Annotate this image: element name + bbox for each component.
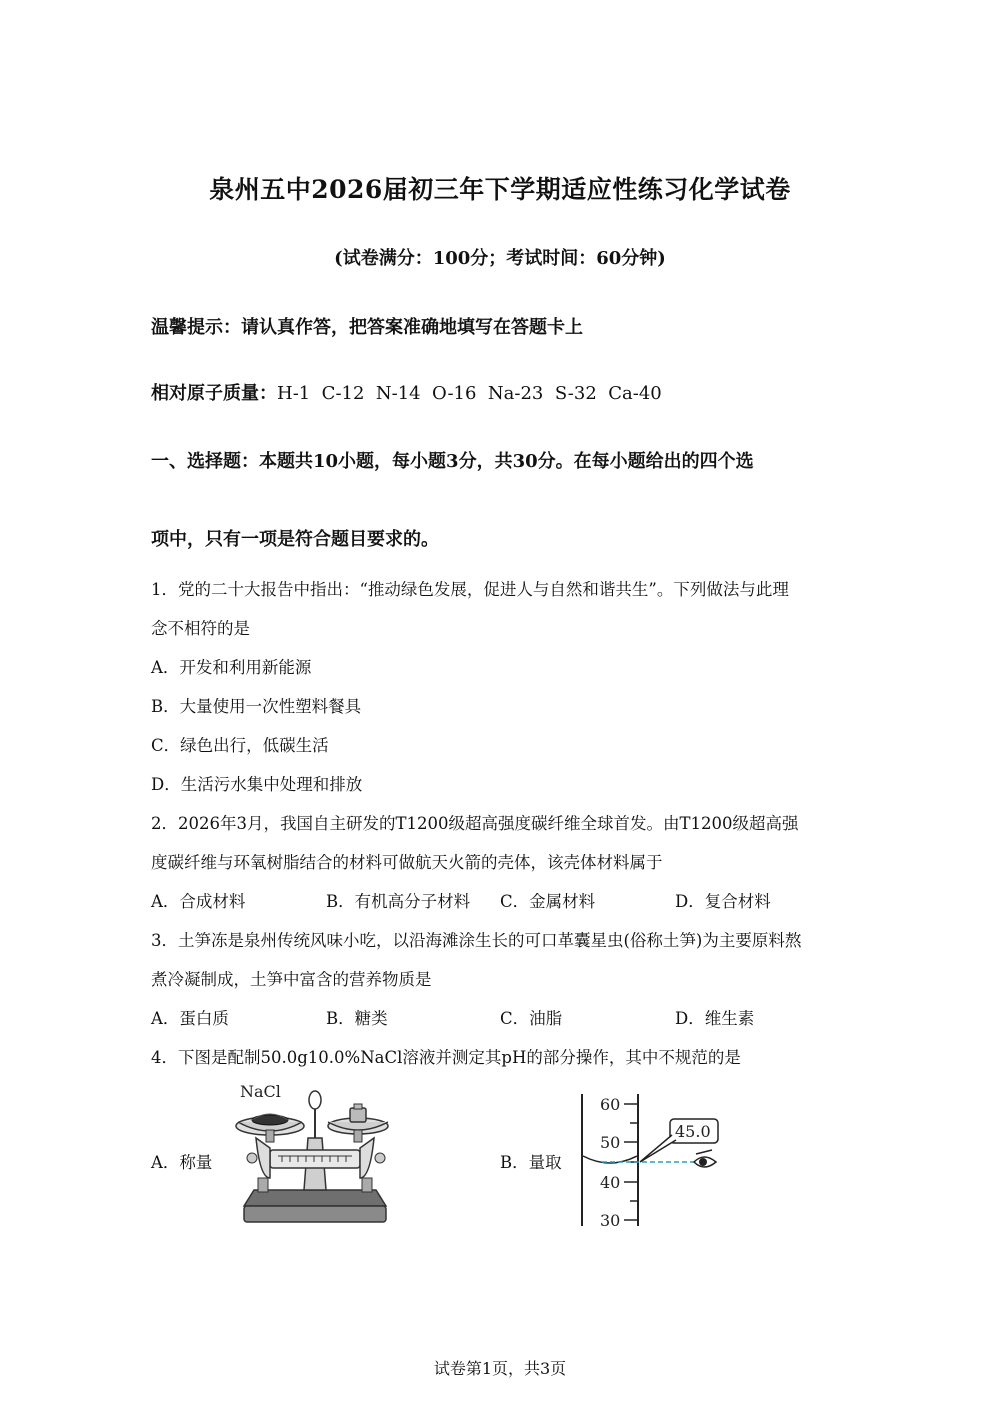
question-1-option-a: A．开发和利用新能源	[151, 658, 312, 677]
nacl-label: NaCl	[240, 1082, 281, 1101]
question-2-option-c: C．金属材料	[500, 892, 596, 911]
question-4-option-b: B．量取	[500, 1153, 562, 1172]
page-title: 泉州五中2026届初三年下学期适应性练习化学试卷	[209, 175, 791, 204]
question-4-option-a: A．称量	[151, 1153, 213, 1172]
question-1-option-d: D．生活污水集中处理和排放	[151, 775, 363, 794]
page-subtitle: (试卷满分：100分；考试时间：60分钟)	[334, 248, 666, 269]
question-1-option-c: C．绿色出行，低碳生活	[151, 736, 329, 755]
cylinder-tick-60: 60	[600, 1095, 621, 1114]
atomic-mass-label: 相对原子质量：	[151, 383, 277, 404]
question-3-option-c: C．油脂	[500, 1009, 563, 1028]
cylinder-tick-40: 40	[600, 1173, 621, 1192]
question-3-line1: 3．土笋冻是泉州传统风味小吃，以沿海滩涂生长的可口革囊星虫(俗称土笋)为主要原料熬	[151, 931, 802, 950]
notice: 温馨提示：请认真作答，把答案准确地填写在答题卡上	[151, 317, 583, 338]
cylinder-tick-50: 50	[600, 1133, 621, 1152]
question-2-line2: 度碳纤维与环氧树脂结合的材料可做航天火箭的壳体，该壳体材料属于	[151, 853, 663, 872]
question-3-option-d: D．维生素	[675, 1009, 755, 1028]
question-1-line2: 念不相符的是	[151, 619, 250, 638]
section-heading-line2: 项中，只有一项是符合题目要求的。	[151, 529, 439, 550]
question-4-line1: 4．下图是配制50.0g10.0%NaCl溶液并测定其pH的部分操作，其中不规范的是	[151, 1048, 741, 1067]
section-heading-line1: 一、选择题：本题共10小题，每小题3分，共30分。在每小题给出的四个选	[151, 451, 754, 472]
cylinder-figure	[572, 1090, 732, 1230]
question-2-line1: 2．2026年3月，我国自主研发的T1200级超高强度碳纤维全球首发。由T1200级超高强	[151, 814, 799, 833]
question-1-option-b: B．大量使用一次性塑料餐具	[151, 697, 362, 716]
atomic-mass-values: H-1 C-12 N-14 O-16 Na-23 S-32 Ca-40	[277, 383, 662, 404]
page-footer: 试卷第1页，共3页	[433, 1359, 567, 1378]
question-2-option-a: A．合成材料	[151, 892, 246, 911]
question-1-line1: 1．党的二十大报告中指出：“推动绿色发展，促进人与自然和谐共生”。下列做法与此理	[151, 580, 789, 599]
question-3-option-b: B．糖类	[326, 1009, 388, 1028]
question-2-option-d: D．复合材料	[675, 892, 771, 911]
balance-figure	[230, 1078, 390, 1230]
atomic-mass-line	[151, 379, 662, 405]
question-3-option-a: A．蛋白质	[151, 1009, 229, 1028]
question-3-line2: 煮冷凝制成，土笋中富含的营养物质是	[151, 970, 432, 989]
question-2-option-b: B．有机高分子材料	[326, 892, 471, 911]
cylinder-tick-30: 30	[600, 1211, 621, 1230]
cylinder-reading-label: 45.0	[675, 1122, 711, 1141]
